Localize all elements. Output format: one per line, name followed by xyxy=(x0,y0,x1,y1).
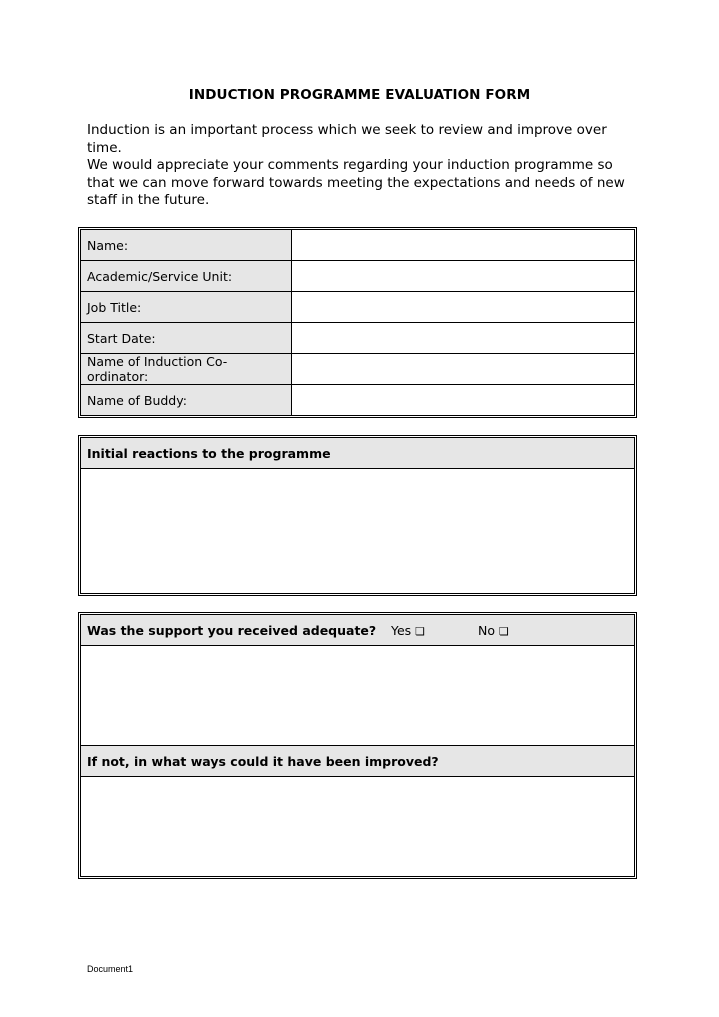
intro-paragraph-2: We would appreciate your comments regarding your induction programme so that we can move forward towards meeting the expectations and needs of new staff in the future. xyxy=(87,157,625,208)
yes-option[interactable] xyxy=(391,623,425,638)
support-comments-field[interactable] xyxy=(81,646,635,746)
initial-reactions-heading: Initial reactions to the programme xyxy=(81,438,635,469)
start-date-field[interactable] xyxy=(292,323,635,354)
form-title: INDUCTION PROGRAMME EVALUATION FORM xyxy=(188,87,531,103)
details-table xyxy=(80,229,635,416)
unit-field[interactable] xyxy=(292,261,635,292)
table-row xyxy=(81,292,635,323)
job-title-field[interactable] xyxy=(292,292,635,323)
job-title-label: Job Title: xyxy=(81,292,292,323)
initial-reactions-field[interactable] xyxy=(81,469,635,594)
support-question: Was the support you received adequate? xyxy=(87,622,377,638)
no-checkbox-icon[interactable]: ❏ xyxy=(498,624,509,638)
no-label: No xyxy=(478,622,495,638)
yes-checkbox-icon[interactable]: ❏ xyxy=(415,624,426,638)
buddy-label: Name of Buddy: xyxy=(81,385,292,416)
table-row xyxy=(81,385,635,416)
table-row xyxy=(81,230,635,261)
name-field[interactable] xyxy=(292,230,635,261)
initial-reactions-box xyxy=(80,437,635,594)
buddy-field[interactable] xyxy=(292,385,635,416)
no-option[interactable] xyxy=(478,623,509,638)
name-label: Name: xyxy=(81,230,292,261)
coordinator-field[interactable] xyxy=(292,354,635,385)
table-row xyxy=(81,261,635,292)
improvement-field[interactable] xyxy=(81,777,635,877)
intro-paragraph-1: Induction is an important process which we seek to review and improve over time. xyxy=(87,122,607,156)
table-row xyxy=(81,323,635,354)
unit-label: Academic/Service Unit: xyxy=(81,261,292,292)
start-date-label: Start Date: xyxy=(81,323,292,354)
table-row xyxy=(81,354,635,385)
document-footer: Document1 xyxy=(87,964,134,974)
support-box xyxy=(80,614,635,877)
support-heading-row xyxy=(87,623,628,638)
coordinator-label: Name of Induction Co-ordinator: xyxy=(81,354,292,385)
yes-label: Yes xyxy=(391,622,412,638)
improvement-heading: If not, in what ways could it have been improved? xyxy=(81,746,635,777)
